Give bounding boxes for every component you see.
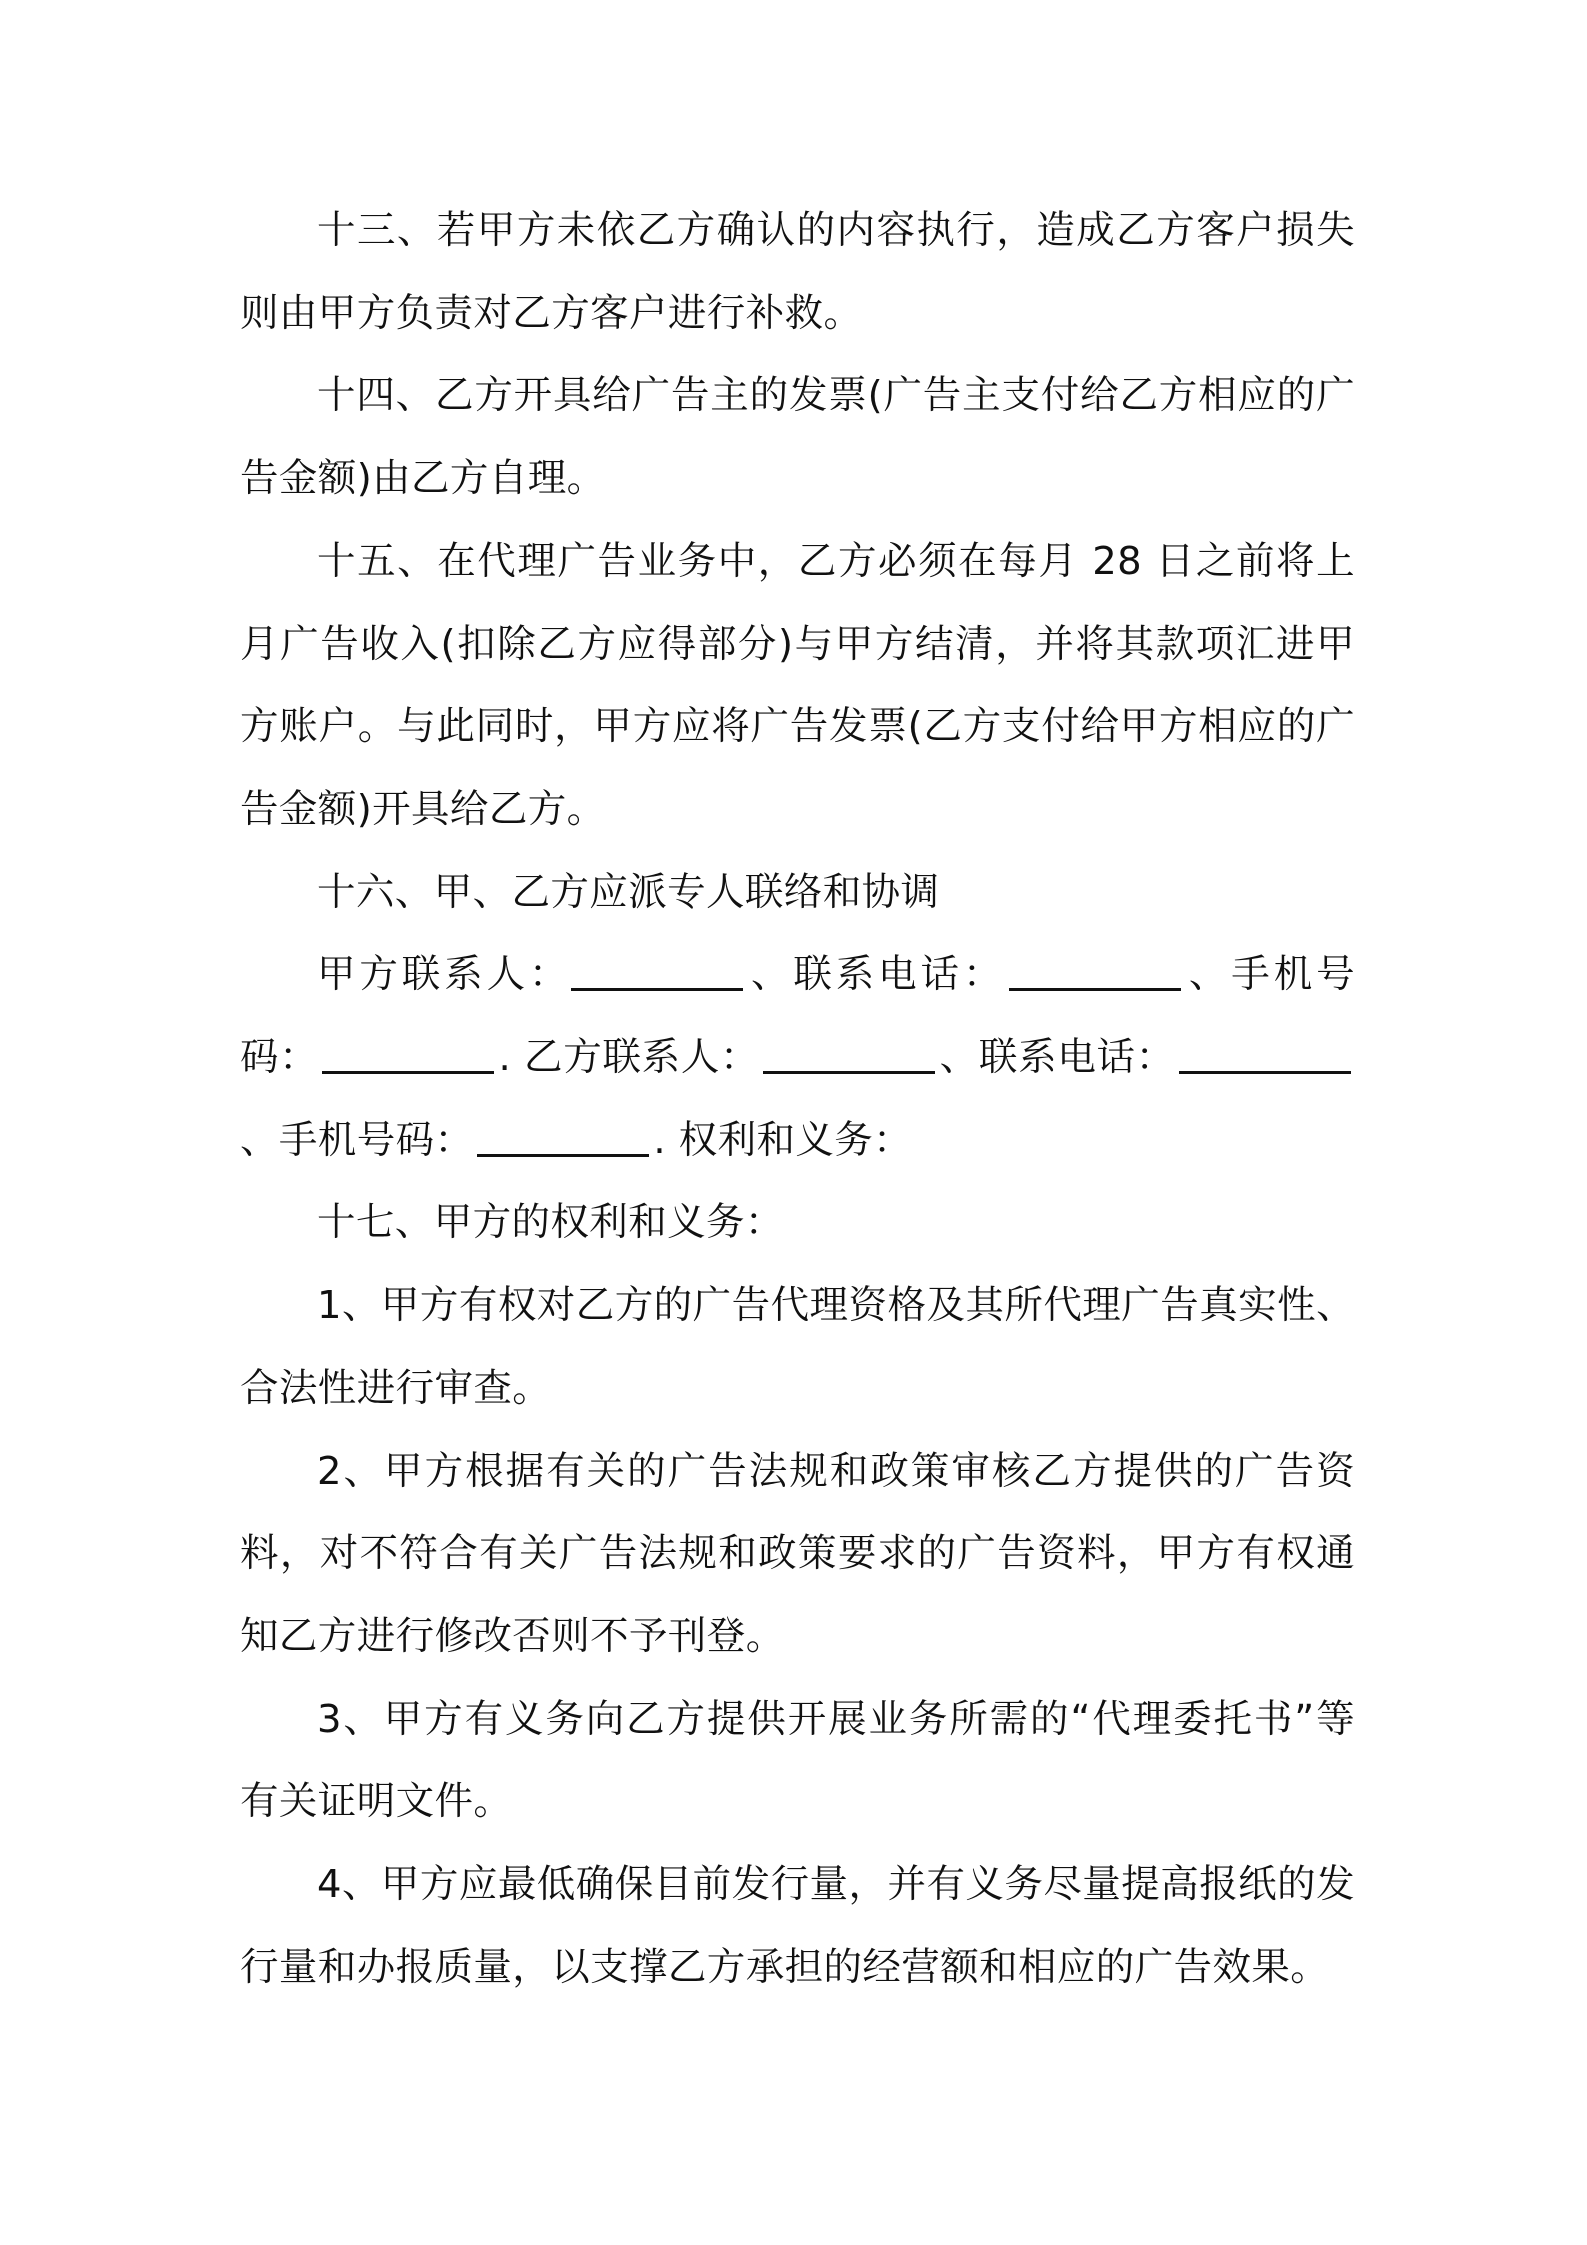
party-a-phone-blank <box>1009 958 1181 991</box>
document-body <box>240 190 1355 2009</box>
clause-16: 十六、甲、乙方应派专人联络和协调 <box>317 869 940 915</box>
party-a-contact-label: 甲方联系人： <box>317 952 572 998</box>
clause-15: 十五、在代理广告业务中，乙方必须在每月 28 日之前将上月广告收入(扣除乙方应得部分)与甲方结清，并将其款项汇进甲方账户。与此同时，甲方应将广告发票(乙方支付给甲方相应的广告金额)开具给乙方。 <box>240 538 1355 832</box>
party-b-mobile-blank <box>477 1124 649 1157</box>
party-b-phone-blank <box>1179 1041 1351 1074</box>
rights-obligations-label: . 权利和义务： <box>653 1117 913 1163</box>
clause-17-item-1: 1、甲方有权对乙方的广告代理资格及其所代理广告真实性、合法性进行审查。 <box>240 1283 1355 1411</box>
party-a-phone-label: 、联系电话： <box>747 952 1006 998</box>
party-a-mobile-label: 、手机号码： <box>240 952 1355 1081</box>
party-b-mobile-label: 、手机号码： <box>240 1117 474 1163</box>
clause-14: 十四、乙方开具给广告主的发票(广告主支付给乙方相应的广告金额)由乙方自理。 <box>240 373 1355 502</box>
contact-info-block <box>240 934 1355 1182</box>
clause-17-item-3: 3、甲方有义务向乙方提供开展业务所需的“代理委托书”等有关证明文件。 <box>240 1696 1355 1825</box>
clause-17: 十七、甲方的权利和义务： <box>317 1200 784 1246</box>
party-a-contact-blank <box>571 958 743 991</box>
clause-17-item-4: 4、甲方应最低确保目前发行量，并有义务尽量提高报纸的发行量和办报质量，以支撑乙方承担的经营额和相应的广告效果。 <box>240 1862 1355 1990</box>
clause-13: 十三、若甲方未依乙方确认的内容执行，造成乙方客户损失则由甲方负责对乙方客户进行补救。 <box>240 208 1355 336</box>
party-b-phone-label: 、联系电话： <box>939 1035 1175 1081</box>
party-a-mobile-blank <box>322 1041 494 1074</box>
clause-17-item-2: 2、甲方根据有关的广告法规和政策审核乙方提供的广告资料，对不符合有关广告法规和政策要求的广告资料，甲方有权通知乙方进行修改否则不予刊登。 <box>240 1448 1355 1659</box>
party-b-contact-label: . 乙方联系人： <box>498 1035 760 1081</box>
party-b-contact-blank <box>763 1041 935 1074</box>
